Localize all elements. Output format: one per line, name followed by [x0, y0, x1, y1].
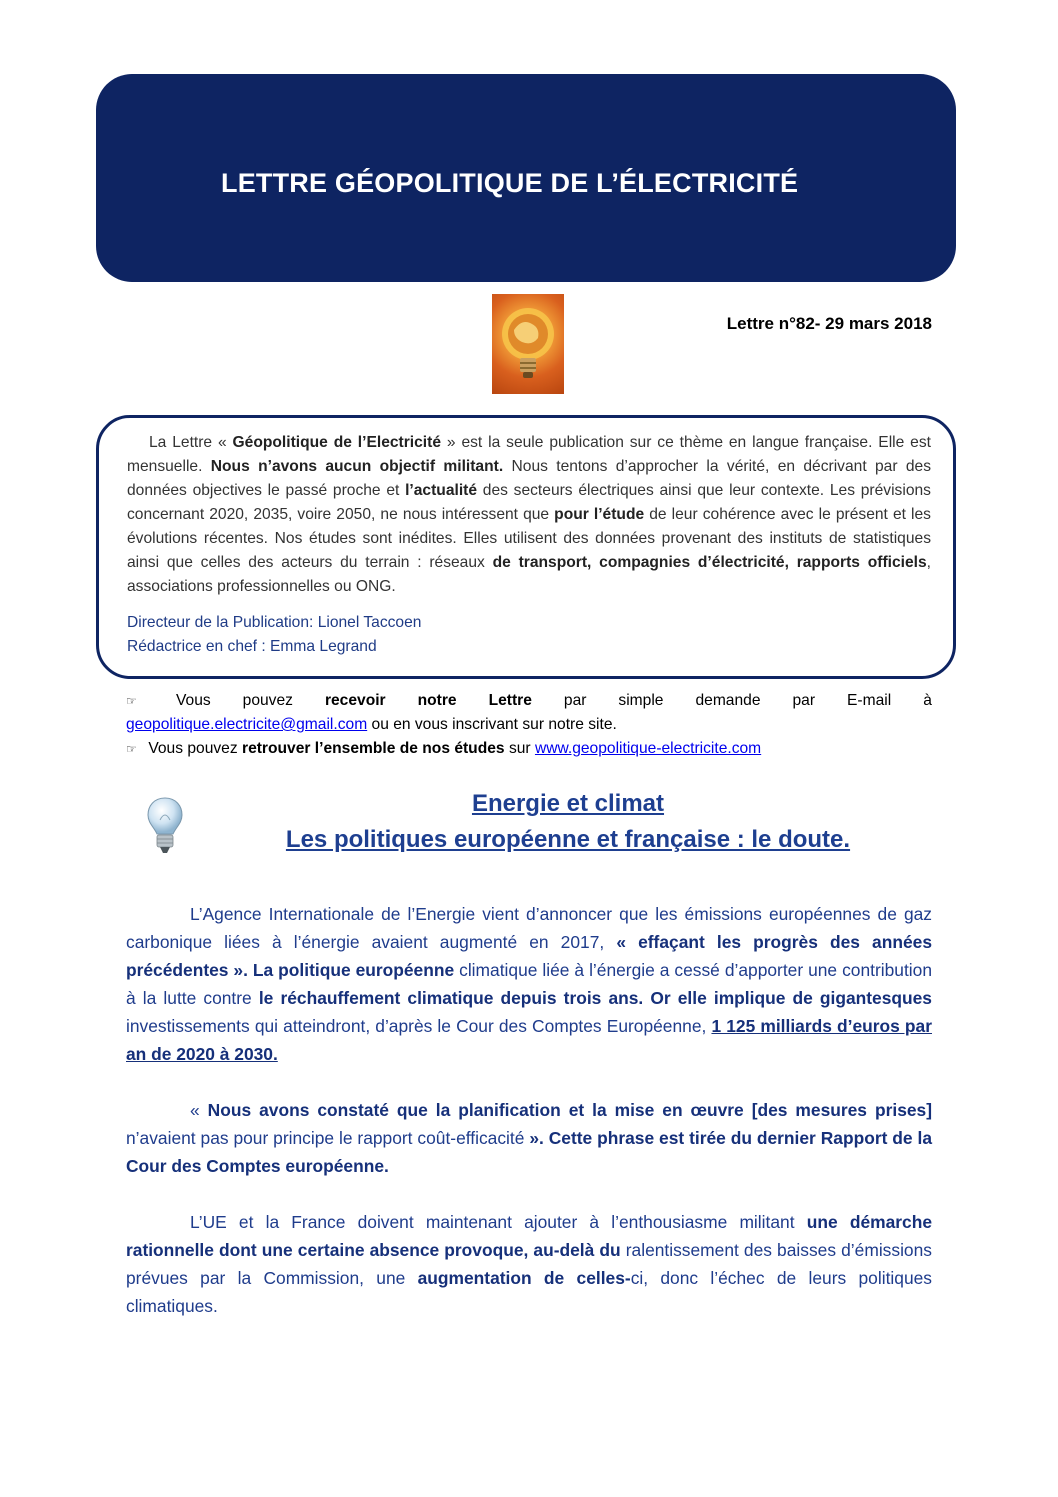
website-line: [126, 737, 932, 761]
article-title-line1: Energie et climat: [471, 790, 665, 817]
article-paragraph-3: [126, 1208, 932, 1320]
newsletter-title: LETTRE GÉOPOLITIQUE DE L’ÉLECTRICITÉ: [221, 168, 799, 198]
lightbulb-icon: [146, 796, 184, 856]
editor-in-chief: Rédactrice en chef : Emma Legrand: [127, 638, 377, 655]
word: notre: [417, 692, 457, 709]
lightbulb-globe-icon: [492, 294, 564, 394]
letter-number-date: Lettre n°82- 29 mars 2018: [726, 314, 932, 333]
article-paragraph-1: [126, 900, 932, 1068]
word: E-mail: [847, 692, 892, 709]
pointing-hand-icon: ☞: [126, 742, 137, 756]
word: recevoir: [324, 692, 386, 709]
word: Vous: [175, 692, 211, 709]
intro-text-1: La Lettre «: [149, 434, 227, 451]
website-line-mid: sur: [508, 740, 531, 757]
text-run-bold: une démarche rationnelle dont une certaine absence provoque, au-delà du: [126, 1212, 932, 1260]
text-run: ci, donc l’échec de leurs politiques climatiques.: [126, 1268, 932, 1316]
intro-bold-4: pour l’étude: [554, 506, 645, 523]
text-run-bold: ». Cette phrase est tirée du dernier Rapport de la Cour des Comptes européenne.: [126, 1128, 932, 1176]
subscription-info: [126, 689, 932, 761]
intro-text-3: Nous tentons d’approcher la vérité, en décrivant par des données objectives le passé proche et: [127, 458, 932, 499]
text-run: L’UE et la France doivent maintenant ajouter à l’enthousiasme militant: [190, 1212, 795, 1232]
article-title: [200, 786, 936, 858]
text-run: n’avaient pas pour principe le rapport coût-efficacité: [126, 1128, 525, 1148]
intro-text-2: » est la seule publication sur ce thème en langue française. Elle est mensuelle.: [127, 434, 931, 475]
credits: [127, 611, 931, 659]
lightbulb-globe-image: [492, 294, 564, 394]
intro-text-4: des secteurs électriques ainsi que leur contexte. Les prévisions concernant 2020, 2035, voire 2050, ne nous intéressent que: [127, 482, 931, 523]
text-run-bold: « effaçant les progrès des années précédentes ». La politique européenne: [126, 932, 932, 980]
intro-bold-3: l’actualité: [405, 482, 478, 499]
publication-director: Directeur de la Publication: Lionel Taccoen: [127, 614, 422, 631]
pointing-hand-icon: ☞: [126, 694, 137, 708]
intro-text-5: de leur cohérence avec le présent et les évolutions récentes. Nos études sont inédites. Elles utilisent des données provenant des instituts de statistiques ainsi que celles des acteurs du terrain : réseaux: [127, 506, 931, 571]
text-run-bold: augmentation de celles-: [417, 1268, 631, 1288]
word: pouvez: [242, 692, 293, 709]
intro-bold-2: Nous n’avons aucun objectif militant.: [210, 458, 504, 475]
intro-text-6: , associations professionnelles ou ONG.: [127, 554, 931, 595]
article-body: [126, 900, 932, 1348]
header-banner: [96, 74, 956, 282]
text-run: ralentissement des baisses d’émissions prévues par la Commission, une: [126, 1240, 932, 1288]
word: par: [563, 692, 587, 709]
text-run: climatique liée à l’énergie a cessé d’apporter une contribution à la lutte contre: [126, 960, 932, 1008]
text-run-bold: Nous avons constaté que la planification et la mise en œuvre [des mesures prises]: [207, 1100, 932, 1120]
word: simple: [618, 692, 664, 709]
word: par: [792, 692, 816, 709]
email-line-rest: ou en vous inscrivant sur notre site.: [371, 716, 617, 733]
article-title-line2: Les politiques européenne et française : le doute.: [285, 826, 851, 853]
intro-paragraph: [127, 431, 931, 599]
website-link[interactable]: www.geopolitique-electricite.com: [534, 740, 762, 757]
intro-bold-5: de transport, compagnies d’électricité, rapports officiels: [492, 554, 927, 571]
word: demande: [695, 692, 761, 709]
website-line-bold: retrouver l’ensemble de nos études: [242, 740, 505, 757]
word: Lettre: [488, 692, 532, 709]
text-run-bold-underlined: 1 125 milliards d’euros par an de 2020 à 2030.: [126, 1016, 932, 1064]
intro-bold-1: Géopolitique de l’Electricité: [232, 434, 442, 451]
text-run: L’Agence Internationale de l’Energie vient d’annoncer que les émissions européennes de gaz carbonique liées à l’énergie avaient augmenté en 2017,: [126, 904, 932, 952]
subscribe-line: [126, 689, 932, 713]
article-paragraph-2: [126, 1096, 932, 1180]
text-run: «: [190, 1100, 200, 1120]
word: à: [923, 692, 932, 709]
text-run: investissements qui atteindront, d’après le Cour des Comptes Européenne,: [126, 1016, 707, 1036]
email-line: [126, 713, 932, 737]
intro-box: [96, 415, 956, 679]
text-run-bold: le réchauffement climatique depuis trois ans. Or elle implique de gigantesques: [258, 988, 932, 1008]
website-line-pre: Vous pouvez: [148, 740, 238, 757]
email-link[interactable]: geopolitique.electricite@gmail.com: [126, 716, 368, 733]
